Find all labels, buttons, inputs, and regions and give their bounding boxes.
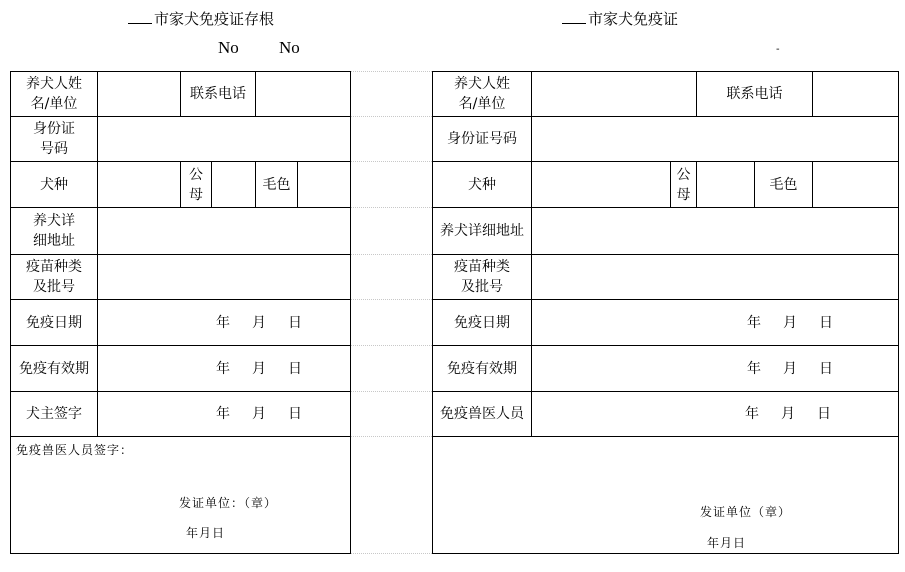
cert-validity-label: 免疫有效期 xyxy=(433,346,532,392)
stub-no-label-1: No xyxy=(218,38,239,57)
stub-footer[interactable] xyxy=(11,437,351,554)
separator-line xyxy=(350,299,432,300)
stub-owner-label: 养犬人姓名/单位 xyxy=(11,72,98,117)
stub-owner-sign-label: 犬主签字 xyxy=(11,392,98,437)
separator-line xyxy=(350,553,432,554)
stub-id-value[interactable] xyxy=(98,117,351,162)
cert-vacc-date-value[interactable]: 年 月 日 xyxy=(532,300,899,346)
cert-issuer-label: 发证单位（章） xyxy=(700,505,792,519)
cert-address-value[interactable] xyxy=(532,208,899,255)
cert-sex-label: 公母 xyxy=(671,162,697,208)
cert-dash: - xyxy=(776,44,780,55)
cert-owner-value[interactable] xyxy=(532,72,697,117)
stub-vet-sign-label: 免疫兽医人员签字： xyxy=(16,443,134,457)
separator-line xyxy=(350,207,432,208)
stub-id-label: 身份证号码 xyxy=(11,117,98,162)
stub-color-value[interactable] xyxy=(298,162,351,208)
cert-vet-value[interactable]: 年 月 日 xyxy=(532,392,899,437)
cert-validity-value[interactable]: 年 月 日 xyxy=(532,346,899,392)
cert-table xyxy=(432,71,899,554)
stub-table xyxy=(10,71,351,554)
cert-vaccine-value[interactable] xyxy=(532,255,899,300)
cert-address-label: 养犬详细地址 xyxy=(433,208,532,255)
cert-phone-value[interactable] xyxy=(813,72,899,117)
cert-footer[interactable] xyxy=(433,437,899,554)
cert-color-value[interactable] xyxy=(813,162,899,208)
stub-vaccine-label: 疫苗种类及批号 xyxy=(11,255,98,300)
stub-sex-label: 公母 xyxy=(181,162,212,208)
cert-owner-label: 养犬人姓名/单位 xyxy=(433,72,532,117)
stub-phone-value[interactable] xyxy=(256,72,351,117)
separator-line xyxy=(350,254,432,255)
stub-ymd-label: 年月日 xyxy=(186,526,226,540)
stub-address-label: 养犬详细地址 xyxy=(11,208,98,255)
cert-title: 市家犬免疫证 xyxy=(562,8,678,29)
stub-vacc-date-label: 免疫日期 xyxy=(11,300,98,346)
cert-id-label: 身份证号码 xyxy=(433,117,532,162)
cert-vaccine-label: 疫苗种类及批号 xyxy=(433,255,532,300)
stub-no-label-2: No xyxy=(279,38,300,57)
stub-color-label: 毛色 xyxy=(256,162,298,208)
separator-line xyxy=(350,161,432,162)
stub-vaccine-value[interactable] xyxy=(98,255,351,300)
stub-sex-value[interactable] xyxy=(212,162,256,208)
cert-breed-value[interactable] xyxy=(532,162,671,208)
cert-id-value[interactable] xyxy=(532,117,899,162)
cert-breed-label: 犬种 xyxy=(433,162,532,208)
stub-validity-label: 免疫有效期 xyxy=(11,346,98,392)
stub-address-value[interactable] xyxy=(98,208,351,255)
cert-sex-value[interactable] xyxy=(697,162,755,208)
stub-vacc-date-value[interactable]: 年 月 日 xyxy=(98,300,351,346)
separator-line xyxy=(350,391,432,392)
stub-breed-value[interactable] xyxy=(98,162,181,208)
separator-line xyxy=(350,116,432,117)
stub-validity-value[interactable]: 年 月 日 xyxy=(98,346,351,392)
stub-owner-value[interactable] xyxy=(98,72,181,117)
separator-line xyxy=(350,345,432,346)
stub-owner-sign-value[interactable]: 年 月 日 xyxy=(98,392,351,437)
stub-title: 市家犬免疫证存根 xyxy=(128,8,274,29)
cert-phone-label: 联系电话 xyxy=(697,72,813,117)
separator-line xyxy=(350,71,432,72)
stub-breed-label: 犬种 xyxy=(11,162,98,208)
cert-vet-label: 免疫兽医人员 xyxy=(433,392,532,437)
cert-vacc-date-label: 免疫日期 xyxy=(433,300,532,346)
stub-issuer-label: 发证单位：（章） xyxy=(179,496,278,510)
separator-line xyxy=(350,436,432,437)
cert-ymd-label: 年月日 xyxy=(707,536,747,550)
stub-phone-label: 联系电话 xyxy=(181,72,256,117)
cert-color-label: 毛色 xyxy=(755,162,813,208)
